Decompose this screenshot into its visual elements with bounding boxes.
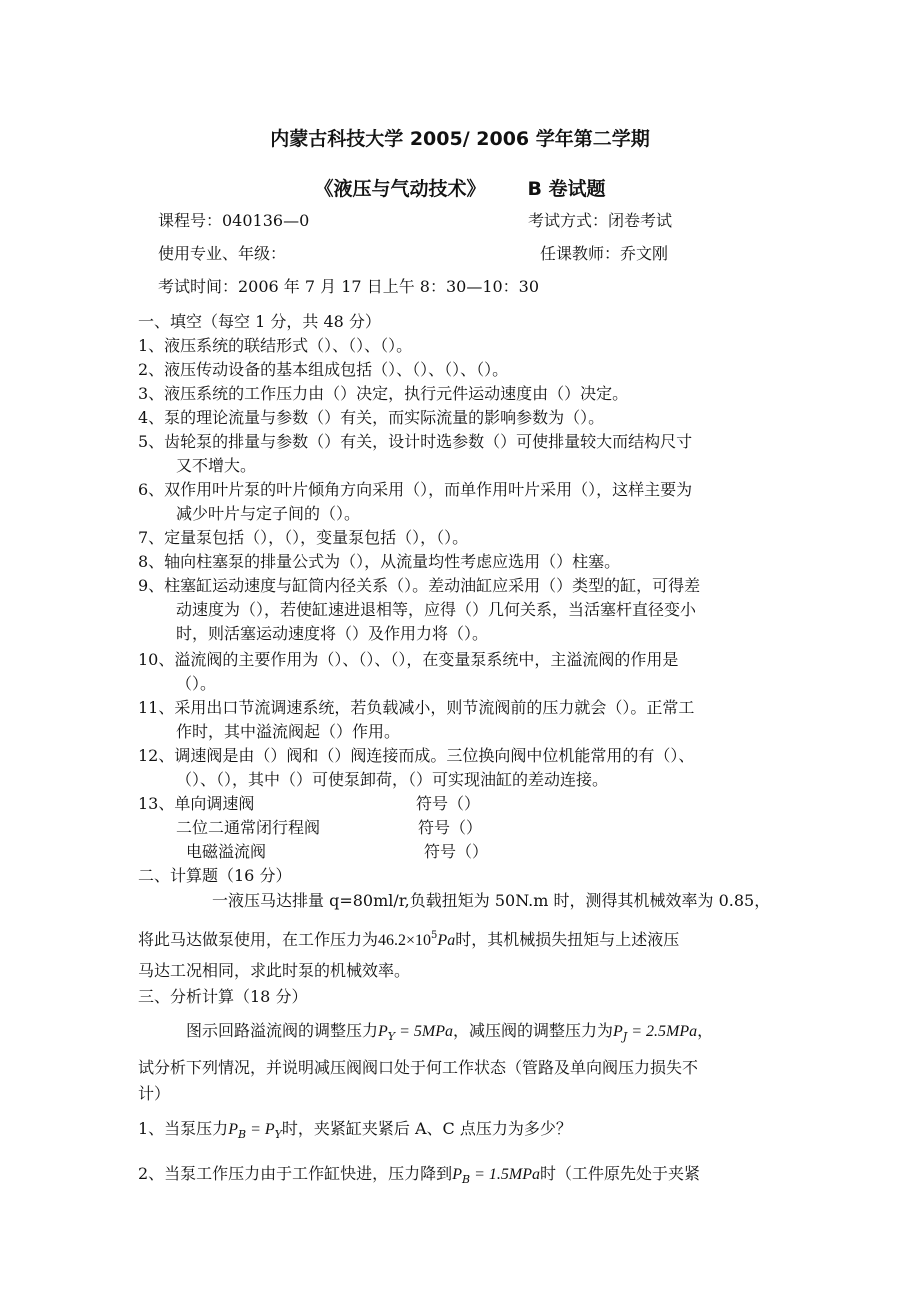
paper-label: B 卷试题	[527, 178, 606, 200]
question-11-cont: 作时，其中溢流阀起（）作用。	[176, 722, 401, 741]
question-13-item-3: 电磁溢流阀	[186, 842, 267, 861]
section-3-question-1: 1、当泵压力$P_B = P_Y$时，夹紧缸夹紧后 A、C 点压力为多少？	[138, 1119, 572, 1141]
question-9-cont-2: 时，则活塞运动速度将（）及作用力将（）。	[176, 624, 489, 643]
section-2-heading: 二、计算题（16 分）	[138, 866, 292, 885]
exam-mode: 考试方式：闭卷考试	[528, 211, 673, 230]
course-title-line	[0, 174, 920, 201]
question-13-symbol-3: 符号（）	[424, 842, 489, 861]
question-11: 11、采用出口节流调速系统，若负载减小，则节流阀前的压力就会（）。正常工	[138, 698, 695, 717]
question-10: 10、溢流阀的主要作用为（）、（）、（），在变量泵系统中，主溢流阀的作用是	[138, 650, 679, 669]
section-3-para-2: 试分析下列情况，并说明减压阀阀口处于何工作状态（管路及单向阀压力损失不	[138, 1058, 699, 1077]
question-4: 4、泵的理论流量与参数（）有关，而实际流量的影响参数为（）。	[138, 408, 605, 427]
section-3-heading: 三、分析计算（18 分）	[138, 987, 308, 1006]
section-2-para-3: 马达工况相同，求此时泵的机械效率。	[138, 961, 411, 980]
question-2: 2、液压传动设备的基本组成包括（）、（）、（）、（）。	[138, 360, 509, 379]
question-9-cont-1: 动速度为（），若使缸速进退相等，应得（）几何关系，当活塞杆直径变小	[176, 600, 697, 619]
question-5-cont: 又不增大。	[176, 456, 257, 475]
course-title: 《液压与气动技术》	[314, 178, 486, 200]
question-13-item-1: 13、单向调速阀	[138, 794, 255, 813]
question-6-cont: 减少叶片与定子间的（）。	[176, 504, 361, 523]
question-13-symbol-2: 符号（）	[418, 818, 483, 837]
section-3-para-1: 图示回路溢流阀的调整压力$P_Y = 5MPa$，减压阀的调整压力为$P_J = 2.5MPa$，	[186, 1021, 714, 1043]
question-8: 8、轴向柱塞泵的排量公式为（），从流量均性考虑应选用（）柱塞。	[138, 552, 621, 571]
course-number: 课程号：040136—0	[158, 211, 310, 230]
pressure-formula: 46.2×10	[378, 932, 432, 949]
question-6: 6、双作用叶片泵的叶片倾角方向采用（），而单作用叶片采用（），这样主要为	[138, 480, 693, 499]
section-2-para-1: 一液压马达排量 q=80ml/r,负载扭矩为 50N.m 时，测得其机械效率为 0.85，	[212, 891, 771, 910]
question-3: 3、液压系统的工作压力由（）决定，执行元件运动速度由（）决定。	[138, 384, 629, 403]
teacher: 任课教师：乔文刚	[540, 244, 669, 263]
question-13-symbol-1: 符号（）	[416, 794, 481, 813]
question-1: 1、液压系统的联结形式（）、（）、（）。	[138, 336, 413, 355]
section-2-para-2: 将此马达做泵使用，在工作压力为$46.2\times 10^5Pa$时，其机械损失扭矩与上述液压	[138, 930, 680, 949]
question-12-cont: （）、（），其中（）可使泵卸荷，（）可实现油缸的差动连接。	[176, 770, 609, 789]
section-3-question-2: 2、当泵工作压力由于工作缸快进，压力降到$P_B = 1.5MPa$时（工件原先处于夹紧	[138, 1164, 700, 1186]
university-title: 内蒙古科技大学 2005/ 2006 学年第二学期	[270, 128, 650, 150]
question-10-cont: （）。	[176, 674, 217, 693]
question-12: 12、调速阀是由（）阀和（）阀连接而成。三位换向阀中位机能常用的有（）、	[138, 746, 695, 765]
section-1-heading: 一、填空（每空 1 分，共 48 分）	[138, 312, 381, 331]
section-3-para-3: 计）	[138, 1084, 171, 1103]
question-7: 7、定量泵包括（），（），变量泵包括（），（）。	[138, 528, 469, 547]
question-5: 5、齿轮泵的排量与参数（）有关，设计时选参数（）可使排量较大而结构尺寸	[138, 432, 693, 451]
exam-time: 考试时间：2006 年 7 月 17 日上午 8：30—10：30	[158, 277, 540, 296]
major-grade: 使用专业、年级：	[158, 244, 287, 263]
question-9: 9、柱塞缸运动速度与缸筒内径关系（）。差动油缸应采用（）类型的缸，可得差	[138, 576, 701, 595]
question-13-item-2: 二位二通常闭行程阀	[176, 818, 321, 837]
